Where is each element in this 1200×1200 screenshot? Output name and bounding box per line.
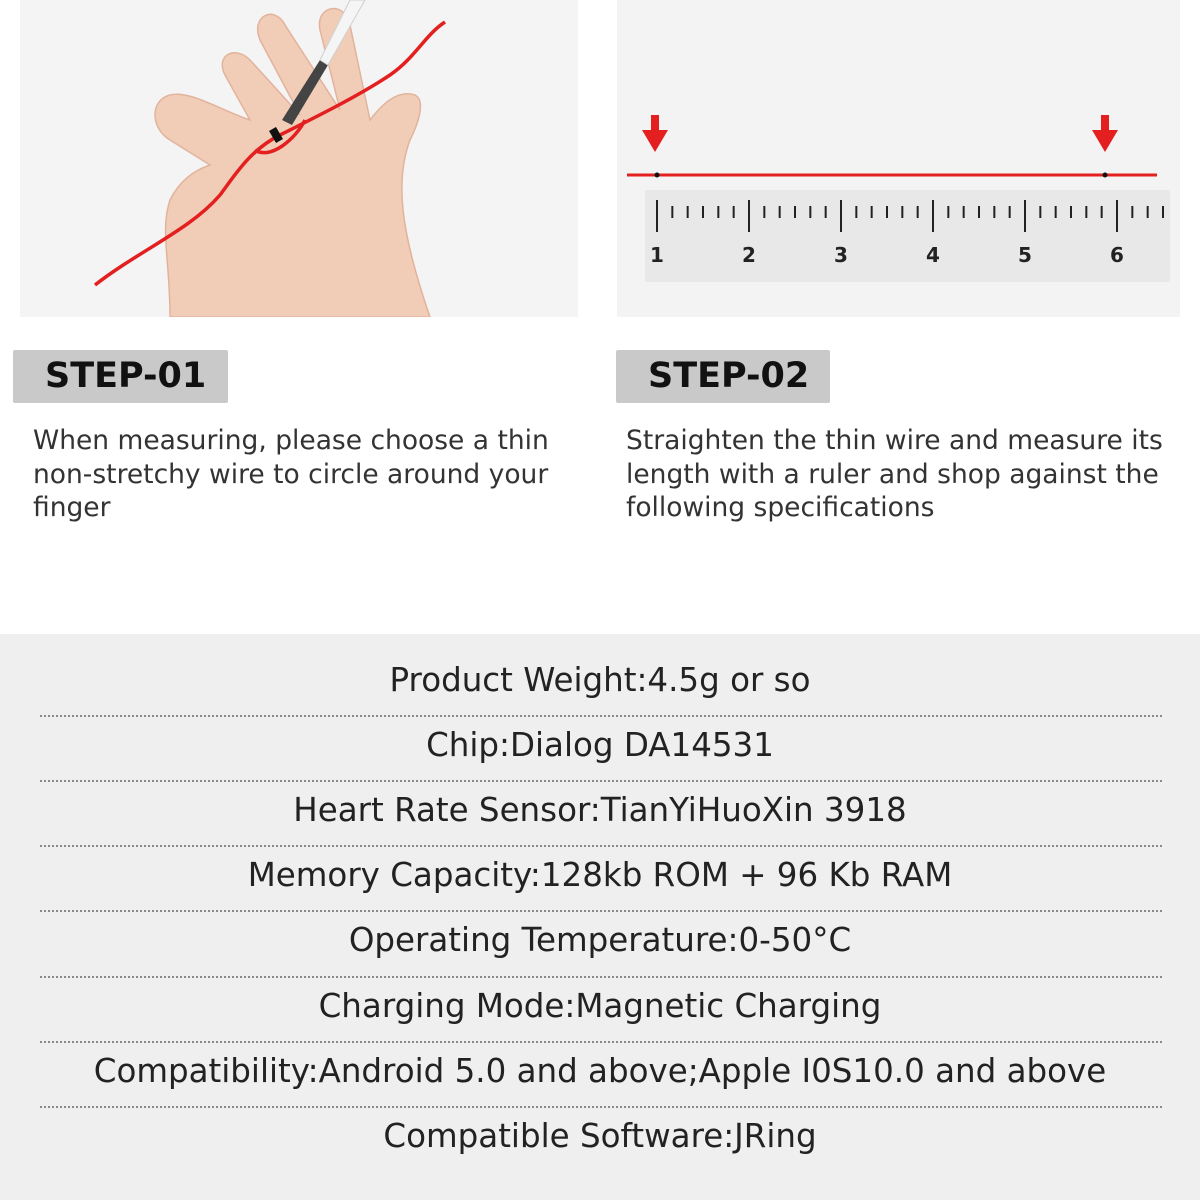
spec-row: Operating Temperature:0-50°C: [348, 921, 852, 959]
arrow-down-icon: [1092, 115, 1118, 152]
spec-row: Product Weight:4.5g or so: [389, 661, 811, 699]
ruler-number: 5: [1018, 243, 1032, 267]
step-02-badge: STEP-02: [616, 350, 830, 403]
ruler-number: 4: [926, 243, 940, 267]
ruler-number: 2: [742, 243, 756, 267]
wire-end-point: [1103, 173, 1108, 178]
hand-measuring-photo: [20, 0, 578, 317]
ruler-body: [645, 190, 1170, 282]
step-01-badge: STEP-01: [13, 350, 228, 403]
wire-start-point: [655, 173, 660, 178]
ruler-measuring-image: [617, 0, 1180, 317]
specifications-panel: [0, 634, 1200, 1200]
ruler-number: 6: [1110, 243, 1124, 267]
spec-row: Memory Capacity:128kb ROM + 96 Kb RAM: [247, 856, 953, 894]
spec-row: Chip:Dialog DA14531: [426, 726, 774, 764]
spec-row: Heart Rate Sensor:TianYiHuoXin 3918: [293, 791, 907, 829]
hand-shape: [155, 9, 430, 317]
ruler-number: 1: [650, 243, 664, 267]
ruler-number: 3: [834, 243, 848, 267]
spec-row: Compatibility:Android 5.0 and above;Apple I0S10.0 and above: [93, 1052, 1107, 1090]
step-02-description: Straighten the thin wire and measure its length with a ruler and shop against the following specifications: [626, 425, 1163, 523]
spec-row: Charging Mode:Magnetic Charging: [318, 987, 882, 1025]
arrow-down-icon: [642, 115, 668, 152]
spec-row: Compatible Software:JRing: [383, 1117, 817, 1155]
step-01-description: When measuring, please choose a thin non-stretchy wire to circle around your finger: [33, 425, 549, 523]
